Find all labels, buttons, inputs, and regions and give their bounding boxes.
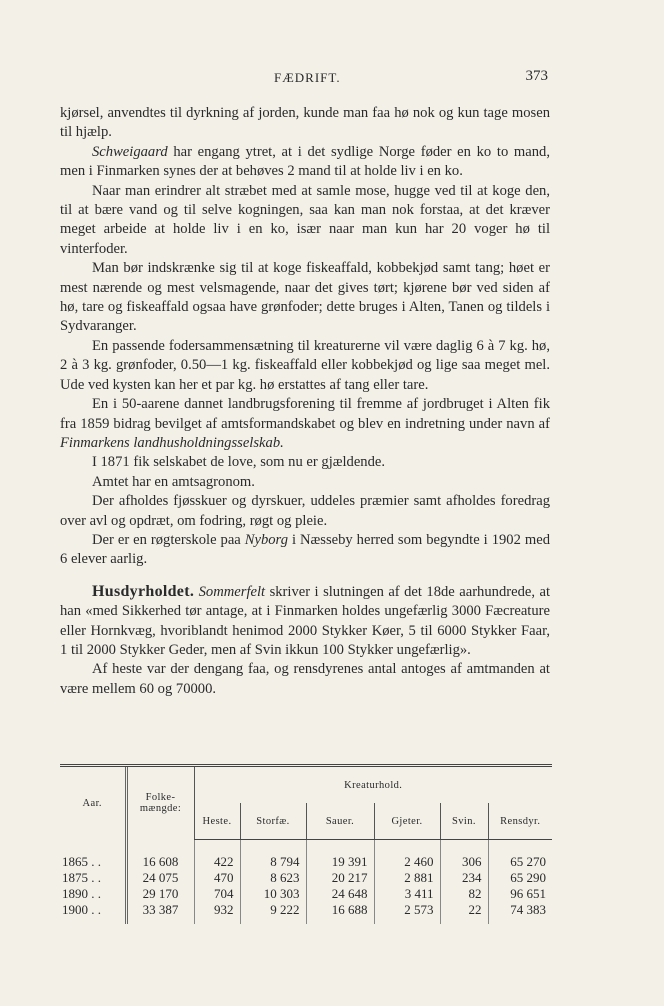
cell-svin: 82 <box>440 886 488 902</box>
cell-population: 16 608 <box>126 840 194 871</box>
cell-heste: 704 <box>194 886 240 902</box>
cell-heste: 932 <box>194 902 240 924</box>
cell-sauer: 16 688 <box>306 902 374 924</box>
cell-population: 33 387 <box>126 902 194 924</box>
author-name: Schweigaard <box>92 143 168 160</box>
cell-svin: 306 <box>440 840 488 871</box>
cell-storfae: 9 222 <box>240 902 306 924</box>
cell-rensdyr: 74 383 <box>488 902 552 924</box>
livestock-table <box>60 764 552 924</box>
header-gjeter: Gjeter. <box>374 803 440 840</box>
cell-gjeter: 2 460 <box>374 840 440 871</box>
cell-sauer: 19 391 <box>306 840 374 871</box>
paragraph: Husdyrholdet. Sommerfelt skriver i slutningen af det 18de aarhundrede, at han «med Sikkerhed tør antage, at i Finmarken holdes ungefærlig 3000 Fæcreature eller Hornkvæg, hvoriblandt henimod 2000 Stykker Køer, 5 til 6000 Stykker Faar, 1 til 2000 Stykker Geder, men af Svin ikkun 100 Stykker ungefærlig». <box>60 582 550 658</box>
cell-gjeter: 2 881 <box>374 870 440 886</box>
cell-storfae: 8 794 <box>240 840 306 871</box>
paragraph: Der afholdes fjøsskuer og dyrskuer, uddeles præmier samt afholdes foredrag over avl og opdræt, om fodring, røgt og pleie. <box>60 493 550 529</box>
section-gap <box>60 570 550 582</box>
table-row <box>60 886 552 902</box>
body-text <box>60 104 550 699</box>
cell-population: 29 170 <box>126 886 194 902</box>
cell-year: 1890 . . <box>62 886 101 901</box>
running-head <box>60 68 548 88</box>
paragraph: Man bør indskrænke sig til at koge fiskeaffald, kobbekjød samt tang; høet er mest nærende og mest velsmagende, naar det gives tørt; kjørene bør ved siden af hø, tare og fiskeaffald ogsaa have grønfoder; dette bruges i Alten, Tanen og tildels i Sydvaranger. <box>60 260 550 335</box>
header-heste: Heste. <box>194 803 240 840</box>
cell-rensdyr: 65 290 <box>488 870 552 886</box>
section-heading: Husdyrholdet. <box>92 582 195 600</box>
header-rensdyr: Rensdyr. <box>488 803 552 840</box>
cell-sauer: 24 648 <box>306 886 374 902</box>
header-livestock-group: Kreaturhold. <box>194 766 552 804</box>
header-storfae: Storfæ. <box>240 803 306 840</box>
header-svin: Svin. <box>440 803 488 840</box>
paragraph: En i 50-aarene dannet landbrugsforening til fremme af jordbruget i Alten fik fra 1859 bidrag bevilget af amtsformandskabet og blev en indretning under navn af Finmarkens landhusholdningsselskab. <box>60 396 550 451</box>
paragraph: En passende fodersammensætning til kreaturerne vil være daglig 6 à 7 kg. hø, 2 à 3 kg. grønfoder, 0.50—1 kg. fiskeaffald eller kobbekjød og lige saa meget mel. Ude ved kysten kan her et par kg. hø erstattes af tang eller tare. <box>60 337 550 393</box>
author-name: Sommerfelt <box>198 583 266 600</box>
cell-year: 1875 . . <box>62 870 101 885</box>
cell-year: 1865 . . <box>62 853 101 869</box>
paragraph: I 1871 fik selskabet de love, som nu er gjældende. <box>92 454 386 471</box>
header-year: Aar. <box>60 766 126 840</box>
paragraph: Schweigaard har engang ytret, at i det sydlige Norge føder en ko to mand, men i Finmarken synes der at behøves 2 mand til at holde liv i en ko. <box>60 143 550 180</box>
table-row <box>60 840 552 871</box>
cell-rensdyr: 65 270 <box>488 840 552 871</box>
paragraph: Af heste var der dengang faa, og rensdyrenes antal antoges af amtmanden at være mellem 60 og 70000. <box>60 661 550 697</box>
header-population: Folke- mængde: <box>126 766 194 840</box>
cell-svin: 22 <box>440 902 488 924</box>
place-name: Nyborg <box>244 531 288 548</box>
cell-sauer: 20 217 <box>306 870 374 886</box>
society-name: Finmarkens landhusholdningsselskab. <box>60 434 284 451</box>
cell-year: 1900 . . <box>62 902 101 917</box>
cell-gjeter: 2 573 <box>374 902 440 924</box>
cell-population: 24 075 <box>126 870 194 886</box>
header-sauer: Sauer. <box>306 803 374 840</box>
cell-heste: 470 <box>194 870 240 886</box>
cell-svin: 234 <box>440 870 488 886</box>
cell-gjeter: 3 411 <box>374 886 440 902</box>
cell-storfae: 10 303 <box>240 886 306 902</box>
cell-storfae: 8 623 <box>240 870 306 886</box>
paragraph: Der er en røgterskole paa Nyborg i Næsseby herred som begyndte i 1902 med 6 elever aarlig. <box>60 531 550 568</box>
cell-rensdyr: 96 651 <box>488 886 552 902</box>
cell-heste: 422 <box>194 840 240 871</box>
paragraph: Amtet har en amtsagronom. <box>92 473 255 490</box>
paragraph: Naar man erindrer alt stræbet med at samle mose, hugge ved til at koge den, til at bære vand og til selve kogningen, saa kan man nok forstaa, at det kræver meget arbeide at holde liv i en ko, især naar man kun har 20 voger hø til vinterfoder. <box>60 182 550 257</box>
table-row <box>60 902 552 924</box>
running-title: FÆDRIFT. <box>274 70 341 85</box>
paragraph: kjørsel, anvendtes til dyrkning af jorden, kunde man faa hø nok og kun tage mosen til hjælp. <box>60 105 550 141</box>
page-number: 373 <box>525 68 548 84</box>
table-row <box>60 870 552 886</box>
